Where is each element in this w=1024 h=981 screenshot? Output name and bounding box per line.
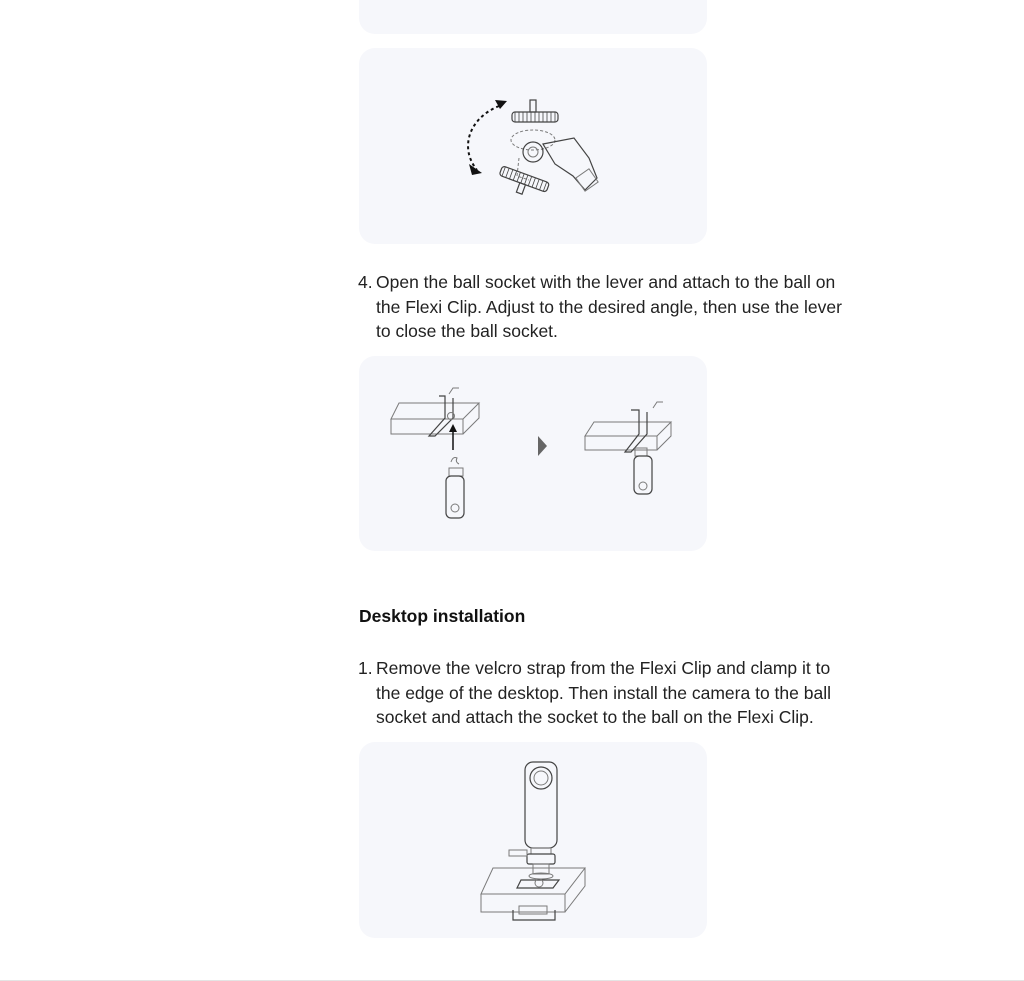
step-4-instruction — [358, 270, 848, 344]
step-text: Open the ball socket with the lever and attach to the ball on the Flexi Clip. Adjust to the desired angle, then use the lever to close the ball socket. — [376, 272, 842, 341]
ball-socket-icon — [509, 850, 555, 879]
desktop-step-1-instruction — [358, 656, 848, 730]
illustration-card-top — [359, 0, 707, 34]
camera-icon — [525, 762, 557, 854]
right-camera-icon — [634, 448, 652, 494]
desktop-clamp-illustration — [359, 742, 707, 938]
clamp-icon — [513, 879, 559, 920]
desk-slab — [481, 868, 585, 912]
top-screw-icon — [512, 100, 558, 122]
mount-body — [511, 130, 598, 191]
left-camera-icon — [446, 458, 464, 519]
step-number: 4. — [358, 272, 373, 292]
left-shelf-clip — [391, 388, 479, 436]
arrow-head-bottom — [469, 164, 482, 175]
next-arrow-icon — [538, 436, 547, 456]
rotation-arrow — [468, 106, 499, 170]
desktop-clamp-drawing — [359, 742, 707, 938]
right-shelf-clip — [585, 402, 671, 452]
rotate-mount-illustration — [359, 48, 707, 244]
step-text: Remove the velcro strap from the Flexi Clip and clamp it to the edge of the desktop. Then install the camera to the ball socket and attach the socket to the ball on the Flexi Clip. — [376, 658, 831, 727]
bottom-screw-icon — [496, 166, 550, 202]
attach-camera-illustration — [359, 356, 707, 551]
rotate-mount-drawing — [359, 48, 707, 244]
step-number: 1. — [358, 658, 373, 678]
attach-camera-drawing — [359, 356, 707, 551]
desktop-installation-heading: Desktop installation — [359, 606, 526, 626]
